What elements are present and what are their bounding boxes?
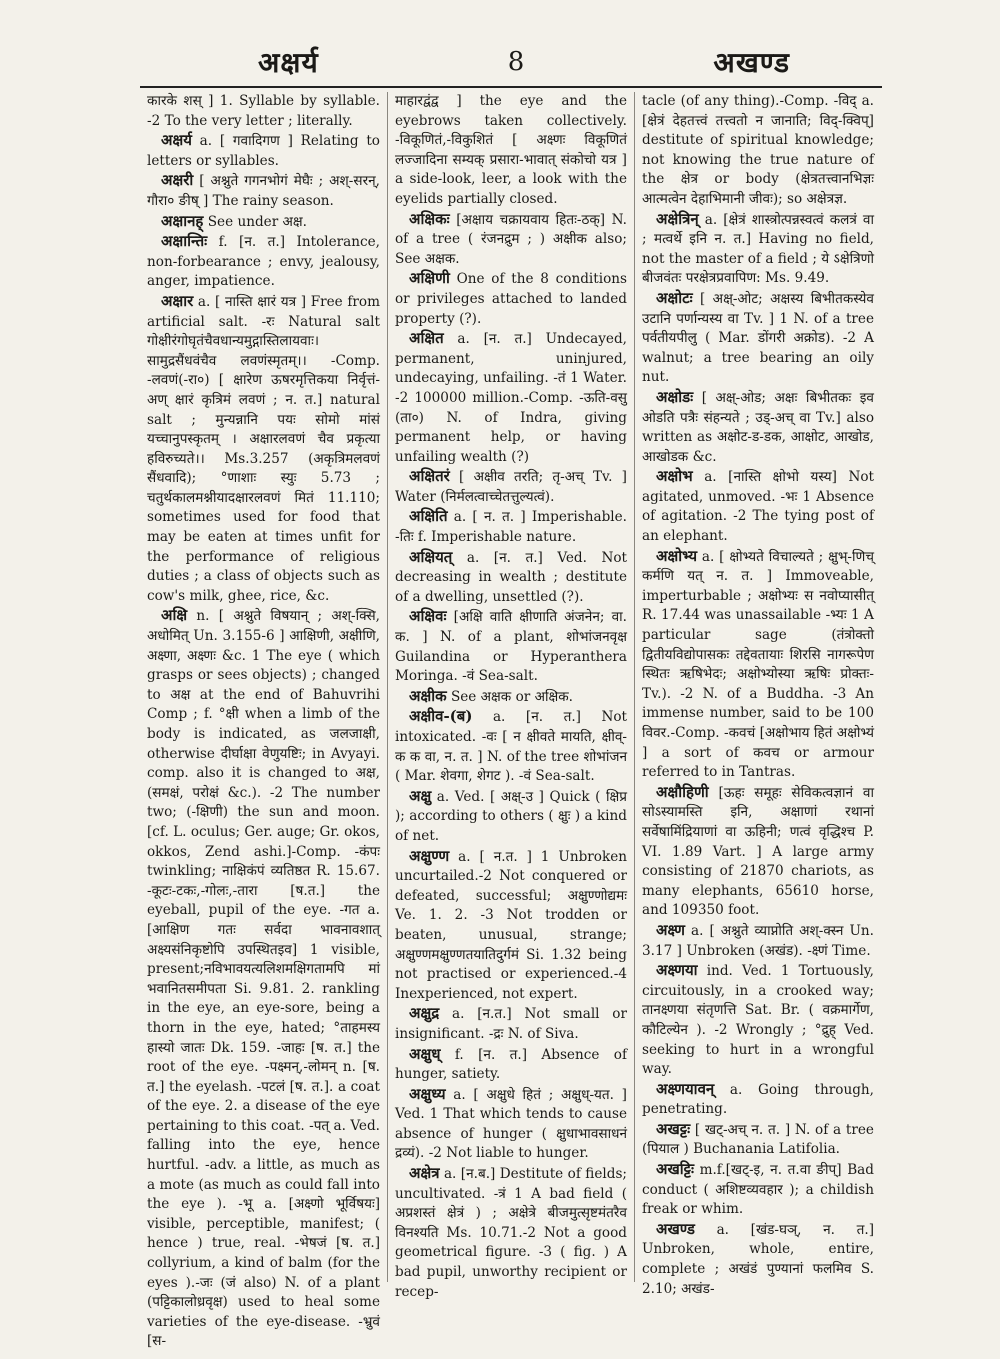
entry-text: a. [ अश्नुते व्याप्नोति अश्-क्स्न Un. 3.17 ] Unbroken (अखंड). -क्ष्णं Time. <box>642 922 874 959</box>
dictionary-entry <box>147 171 380 211</box>
column-3 <box>634 92 881 1297</box>
dictionary-entry <box>642 92 874 210</box>
entry-text: कारके शस् ] 1. Syllable by syllable. -2 To the very letter ; literally. <box>147 93 380 129</box>
entry-text: a. [न.त.] Not small or insignificant. -द्रः N. of Siva. <box>395 1006 627 1042</box>
headword: अक्षिकः <box>409 209 450 228</box>
entry-text: a. [ गवादिगण ] Relating to letters or syllables. <box>147 133 380 169</box>
headword: अक्ष्ण <box>656 920 685 939</box>
headword: अक्षान्तिः <box>161 232 208 251</box>
dictionary-entry <box>642 1080 874 1120</box>
headword: अक्षुध् <box>409 1044 441 1063</box>
entry-text: [ऊहः समूहः सेविकत्वज्ञानं वा सोऽस्यामस्ति इनि, अक्षाणां रथानां सर्वेषामिंद्रियाणां वा ऊहिनी; णत्वं वृद्धिश्च P. VI. 1.89 Vart. ] A large army consisting of 21870 chariots, as many elephants, 65610 horse, and 109350 foot. <box>642 784 874 919</box>
headword: अक्ष्णयावन् <box>656 1079 715 1098</box>
headword: अक्षोभ्य <box>656 546 698 565</box>
dictionary-entry <box>395 1045 627 1085</box>
right-guide-word: अखण्ड <box>713 46 790 79</box>
headword: अक्षिवः <box>409 607 447 626</box>
headword: अक्ष्णया <box>656 961 698 980</box>
headword: अखण्ड <box>656 1219 695 1238</box>
headword: अक्षुद्र <box>409 1004 440 1023</box>
headword: अक्षर्य <box>161 131 192 150</box>
headword: अक्षितरं <box>409 467 450 486</box>
entry-text: See under अक्ष. <box>207 213 307 230</box>
dictionary-entry <box>642 961 874 1080</box>
dictionary-entry <box>395 329 627 467</box>
dictionary-entry <box>147 292 380 607</box>
dictionary-entry <box>147 131 380 171</box>
headword: अक्षेत्र <box>409 1164 440 1183</box>
entry-text: a. [खंड-घञ्, न. त.] Unbroken, whole, entire, complete ; अखंडं पुण्यानां फलमिव S. 2.10; अखंड- <box>642 1221 875 1297</box>
entry-text: a. [ क्षोभ्यते विचाल्यते ; क्षुभ्-णिच् कर्मणि यत् न. त. ] Immoveable, imperturbable ; अक्षोभ्यः स नवोप्यासीत् R. 17.44 was unassailable -भ्यः 1 A particular sage (तंत्रोक्तो द्वितीयविद्योपासकः तद्देवतायाः शिरसि नागरूपेण स्थितः ऋषिभेदः; अक्षोभ्योस्या ऋषिः प्रोक्तः-Tv.). -2 N. of a Buddha. -3 An immense number, said to be 100 विवर.-Comp. -कवचं [अक्षोभाय हितं अक्षोभ्यं ] a sort of कवच or armour referred to in Tantras. <box>642 548 874 781</box>
dictionary-entry <box>147 212 380 233</box>
entry-text: a. [क्षेत्रं शास्त्रोत्पन्नस्वत्वं कलत्रं वा ; मत्वर्थे इनि न. त.] Having no field, not the master of a field ; ये ऽक्षेत्रिणो बीजवंतः परक्षेत्रप्रवापिण: Ms. 9.49. <box>642 211 874 287</box>
page-number: 8 <box>507 47 525 77</box>
dictionary-entry <box>642 1160 874 1220</box>
dictionary-entry <box>395 1004 627 1044</box>
entry-text: a. Going through, penetrating. <box>642 1081 874 1118</box>
entry-text: a. [न. त.] Not intoxicated. -वः [ न क्षीवते मायति, क्षीव्-क क वा, न. त. ] N. of the tree शोभांजन ( Mar. शेवगा, शेगट ). -वं Sea-salt. <box>395 709 627 785</box>
dictionary-entry <box>395 269 627 329</box>
entry-text: a. [ न. त. ] Imperishable. -तिः f. Imperishable nature. <box>395 509 627 546</box>
text-columns <box>140 92 882 1350</box>
entry-text: a. [न.ब.] Destitute of fields; uncultivated. -त्रं 1 A bad field ( अप्रशस्तं क्षेत्रं ) ; अक्षेत्रे बीजमुत्सृष्टमंतरैव विनश्यति Ms. 10.71.-2 Not a good geometrical figure. -3 ( fig. ) A bad pupil, unworthy recipient or recep- <box>395 1166 628 1300</box>
entry-text: [अक्षि वाति क्षीणाति अंजनेन; वा. क. ] N. of a plant, शोभांजनवृक्ष Guilandina or Hyperanthera Moringa. -वं Sea-salt. <box>395 609 627 685</box>
left-guide-word: अक्षर्य <box>258 46 319 79</box>
dictionary-entry <box>395 210 627 270</box>
headword: अक्षौहिणी <box>656 782 709 801</box>
headword: अक्षुण्ण <box>409 846 450 865</box>
dictionary-entry <box>395 707 627 786</box>
headword: अक्षोडः <box>656 387 694 406</box>
entry-text: [ अक्ष्-ओड; अक्षः बिभीतकः इव ओडति पत्रैः संहन्यते ; उड्-अच् वा Tv.] also written as अक्षोट-ड-डक, आक्षोट, आखोड, आखोडक &c. <box>642 389 874 465</box>
headword: अक्षेत्रिन् <box>656 209 699 228</box>
headword: अक्षोभ <box>656 467 693 486</box>
headword: अखट्टिः <box>656 1160 694 1179</box>
dictionary-entry <box>147 232 380 292</box>
entry-text: [ अक्षीव तरति; तृ-अच् Tv. ] Water (निर्मलत्वाच्चेतत्तुल्यत्वं). <box>395 469 627 505</box>
headword: अक्षित <box>409 329 444 348</box>
entry-text: a. Ved. [ अक्ष्-उ ] Quick ( क्षिप्र ); according to others ( क्षुः ) a kind of net. <box>395 788 627 844</box>
column-2 <box>387 92 634 1300</box>
entry-text: a. [ अक्षुधे हितं ; अक्षुध्-यत. ] Ved. 1 That which tends to cause absence of hunger ( क्षुधाभावसाधनं द्रव्यं). -2 Not liable to hunger. <box>395 1086 627 1162</box>
running-head <box>140 40 880 84</box>
entry-text: f. [न. त.] Absence of hunger, satiety. <box>395 1046 627 1083</box>
headword: अक्षुध्य <box>409 1084 446 1103</box>
headword: अक्षानह् <box>161 211 204 230</box>
dictionary-entry <box>395 467 627 507</box>
headword: अक्षीक <box>409 686 447 705</box>
entry-text: [ अश्नुते गगनभोगं मेघैः ; अश्-सरन्, गौरा० ङीष् ] The rainy season. <box>147 173 380 209</box>
dictionary-entry <box>395 548 627 608</box>
entry-text: ind. Ved. 1 Tortuously, circuitously, in a crooked way; तानक्ष्णया संतृणत्ति Sat. Br. ( वक्रमार्गेण, कौटिल्येन ). -2 Wrongly ; °द्रुह् Ved. seeking to hurt in a wrongful way. <box>642 963 874 1078</box>
dictionary-entry <box>395 847 627 1005</box>
entry-text: a. [ न.त. ] 1 Unbroken uncurtailed.-2 Not conquered or defeated, successful; अक्षुण्णोद्यमः Ve. 1. 2. -3 Not trodden or beaten, unusual, strange; अक्षुण्णमक्षुण्णतयातिदुर्गमं Si. 1.32 being not practised or experienced.-4 Inexperienced, not expert. <box>395 848 627 1002</box>
header-rule <box>140 86 882 88</box>
headword: अक्षिणी <box>409 269 450 288</box>
headword: अक्षु <box>409 786 432 805</box>
headword: अक्षिति <box>409 507 448 526</box>
entry-text: a. [न. त.] Ved. Not decreasing in wealth ; destitute of a dwelling, unsettled (?). <box>395 549 627 605</box>
entry-text: One of the 8 conditions or privileges attached to landed property (?). <box>395 271 627 327</box>
headword: अक्षियत् <box>409 547 453 566</box>
dictionary-entry <box>395 1164 627 1302</box>
dictionary-entry <box>642 388 874 467</box>
entry-text: tacle (of any thing).-Comp. -विद् a. [क्षेत्रं देहतत्त्वं तत्त्वतो न जानाति; विद्-क्विप्] destitute of spiritual knowledge; not knowing the true nature of the क्षेत्र or body (क्षेत्रतत्त्वानभिज्ञः आत्मत्वेन देहाभिमानी जीवः); so अक्षेत्रज्ञ. <box>642 93 874 207</box>
headword: अक्षोटः <box>656 288 693 307</box>
dictionary-entry <box>395 687 627 708</box>
entry-text: माहारद्वंद्व ] the eye and the eyebrows taken collectively. -विकूणितं,-विकुशितं [ अक्ष्णः विकूणितं लज्जादिना सम्यक् प्रसारा-भावात् संकोचो यत्र ] a side-look, leer, a look with the eyelids partially closed. <box>395 93 627 207</box>
dictionary-entry <box>395 607 627 686</box>
dictionary-entry <box>147 606 380 1352</box>
entry-text: a. [नास्ति क्षोभो यस्य] Not agitated, unmoved. -भः 1 Absence of agitation. -2 The tying post of an elephant. <box>642 469 874 545</box>
headword: अखट्टः <box>656 1119 691 1138</box>
entry-text: [ खट्-अच् न. त. ] N. of a tree (पियाल ) Buchanania Latifolia. <box>642 1121 874 1158</box>
entry-text: n. [ अश्नुते विषयान् ; अश्-क्सि, अधोमित् Un. 3.155-6 ] आक्षिणी, अक्षीणि, अक्ष्णा, अक्ष्णः &c. 1 The eye ( which grasps or sees objects) ; changed to अक्ष at the end of Bahuvrihi Comp ; f. °क्षी when a limb of the body is indicated, as जलजाक्षी, otherwise दीर्घाक्षा वेणुयष्टिः; in Avyayi. comp. also it is changed to अक्ष, (समक्षं, परोक्षं &c.). -2 The number two; (-क्षिणी) the sun and moon. [cf. L. oculus; Ger. auge; Gr. okos, okkos, Zend ashi.]-Comp. -कंपः twinkling; नाक्षिकंपं व्यतिष्ठत R. 15.67. -कूटः-टकः,-गोलः,-तारा [ष.त.] the eyeball, pupil of the eye. -गत a. [आक्षिण गतः सर्वदा भावनावशात् अक्ष्यसंनिकृष्टोपि उपस्थितइव] 1 visible, present;नविभावयत्यलिशमक्षिगतामपि मां भवानितसमीपता Si. 9.81. 2. rankling in the eye, an eye-sore, being a thorn in the eye, hated; °ताहमस्य हास्यो जातः Dk. 159. -जाहः [ष. त.] the root of the eye. -पक्ष्मन्,-लोमन् n. [ष. त.] the eyelash. -पटलं [ष. त.]. a coat of the eye. 2. a disease of the eye pertaining to this coat. -पत् a. Ved. falling into the eye, hence hurtful. -adv. a little, as much as a mote (as much as could fall into the eye ). -भू a. [अक्ष्णो भूर्विषयः] visible, perceptible, manifest; ( hence ) true, real. -भेषजं [ष. त.] collyrium, a kind of balm (for the eyes ).-जः (जं also) N. of a plant (पट्टिकालोध्रवृक्ष) used to heal some varieties of the eye-disease. -भ्रुवं [स- <box>147 608 380 1350</box>
dictionary-entry <box>642 547 874 783</box>
dictionary-entry <box>147 92 380 131</box>
dictionary-entry <box>642 1220 874 1299</box>
entry-text: a. [न. त.] Undecayed, permanent, uninjured, undecaying, unfailing. -तं 1 Water. -2 100000 million.-Comp. -ऊति-वसु (ता०) N. of Indra, giving permanent help, or having unfailing wealth (?) <box>395 331 628 465</box>
dictionary-entry <box>642 210 874 289</box>
dictionary-entry <box>642 921 874 961</box>
entry-text: a. [ नास्ति क्षारं यत्र ] Free from artificial salt. -रः Natural salt गोक्षीरंगोघृतंचैवधान्यमुद्गास्तिलायवाः।सामुद्रसैंधवंचैव लवणंस्मृतम्।। -Comp. -लवणं(-रा०) [ क्षारेण ऊषरमृत्तिकया निर्वृत्तं-अण् क्षारं कृत्रिमं लवणं ; न. त.] natural salt ; मुन्यन्नानि पयः सोमो मांसं यच्चानुपस्कृतम् । अक्षारलवणं चैव प्रकृत्या हविरुच्यते।। Ms.3.257 (अकृत्रिमलवणं सैंधवादि); °णाशाः स्युः 5.73 ; चतुर्थकालमश्नीयादक्षारलवणं मितं 11.110; sometimes used for food that may be eaten at times unfit for the performance of religious duties ; a class of objects such as cow's milk, ghee, rice, &c. <box>147 293 380 604</box>
dictionary-entry <box>642 783 874 921</box>
dictionary-entry <box>395 787 627 847</box>
dictionary-entry <box>642 289 874 388</box>
headword: अक्षि <box>161 606 188 625</box>
column-1 <box>140 92 387 1350</box>
dictionary-entry <box>642 467 874 546</box>
entry-text: m.f.[खट्-इ, न. त.वा ङीप्] Bad conduct ( अशिष्टव्यवहार ); a childish freak or whim. <box>642 1162 874 1218</box>
entry-text: f. [न. त.] Intolerance, non-forbearance ; envy, jealousy, anger, impatience. <box>147 234 381 290</box>
headword: अक्षरी <box>161 171 194 190</box>
headword: अक्षार <box>161 291 194 310</box>
entry-text: [ अक्ष्-ओट; अक्षस्य बिभीतकस्येव उटानि पर्णान्यस्य वा Tv. ] 1 N. of a tree पर्वतीयपीलु ( Mar. डोंगरी अक्रोड). -2 A walnut; a tree bearing an oily nut. <box>642 290 874 386</box>
dictionary-entry <box>642 1120 874 1160</box>
dictionary-entry <box>395 92 627 210</box>
entry-text: [अक्षाय चक्रायवाय हितः-ठक्] N. of a tree ( रंजनद्रुम ; ) अक्षीक also; See अक्षक. <box>395 211 627 267</box>
dictionary-entry <box>395 507 627 547</box>
dictionary-entry <box>395 1085 627 1164</box>
headword: अक्षीव-(ब) <box>409 707 473 726</box>
entry-text: See अक्षक or अक्षिक. <box>450 688 573 705</box>
